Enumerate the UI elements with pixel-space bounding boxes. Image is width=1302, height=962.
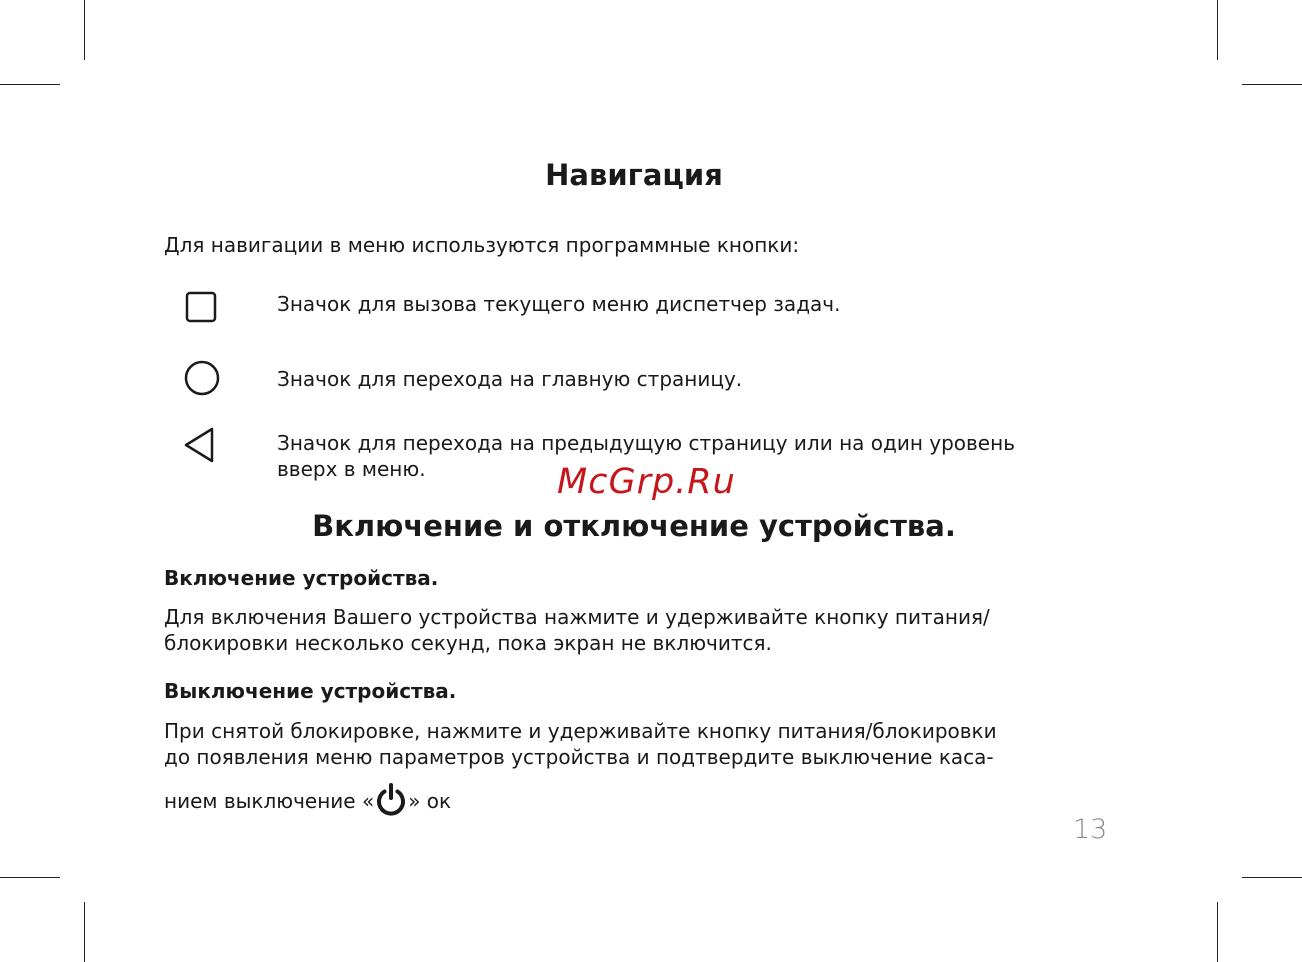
watermark: McGrp.Ru xyxy=(557,462,736,502)
square-icon xyxy=(185,291,217,323)
power-off-text-line2: до появления меню параметров устройства и подтвердите выключение каса- xyxy=(164,745,994,769)
intro-text: Для навигации в меню используются программные кнопки: xyxy=(164,233,800,257)
nav-item-back-text-line1: Значок для перехода на предыдущую страницу или на один уровень xyxy=(277,431,1015,455)
page-number: 13 xyxy=(1073,814,1108,845)
page-title: Навигация xyxy=(545,158,723,192)
power-on-text-line1: Для включения Вашего устройства нажмите и удерживайте кнопку питания/ xyxy=(164,605,990,629)
crop-mark xyxy=(0,84,60,85)
nav-item-home-text: Значок для перехода на главную страницу. xyxy=(277,367,743,391)
crop-mark xyxy=(84,902,85,962)
crop-mark xyxy=(1242,877,1302,878)
power-off-text-line1: При снятой блокировке, нажмите и удерживайте кнопку питания/блокировки xyxy=(164,719,997,743)
power-icon xyxy=(375,783,407,817)
nav-item-back-text-line2: вверх в меню. xyxy=(277,457,426,481)
crop-mark xyxy=(1242,84,1302,85)
crop-mark xyxy=(0,877,60,878)
crop-mark xyxy=(1217,902,1218,962)
crop-mark xyxy=(84,0,85,60)
power-off-text-line3-end: » ок xyxy=(408,789,452,813)
circle-icon xyxy=(183,359,221,397)
power-on-title: Включение устройства. xyxy=(164,566,439,590)
power-off-text-line3 xyxy=(164,783,451,817)
nav-item-recents-text: Значок для вызова текущего меню диспетчер задач. xyxy=(277,292,841,316)
power-off-title: Выключение устройства. xyxy=(164,679,457,703)
section-title-power: Включение и отключение устройства. xyxy=(312,509,956,543)
triangle-back-icon xyxy=(183,426,215,464)
power-on-text-line2: блокировки несколько секунд, пока экран не включится. xyxy=(164,631,772,655)
power-off-text-line3-start: нием выключение « xyxy=(164,789,375,813)
crop-mark xyxy=(1217,0,1218,60)
